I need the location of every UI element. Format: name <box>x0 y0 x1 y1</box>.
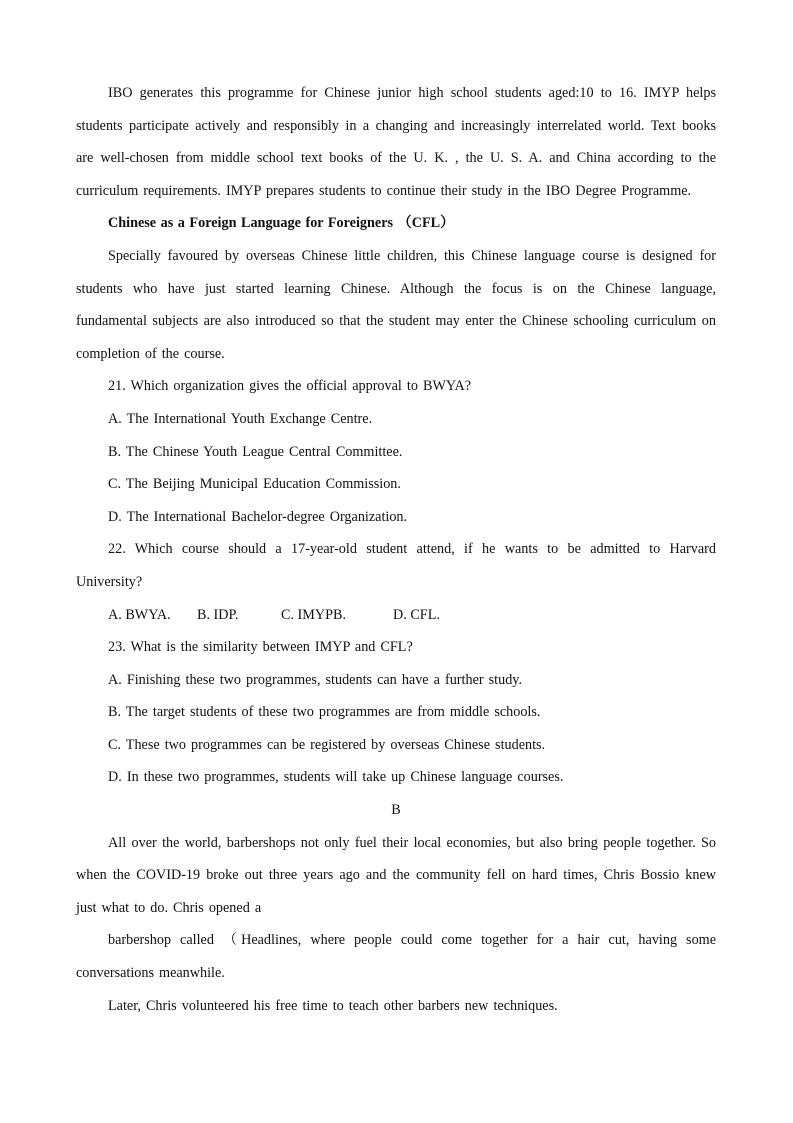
cfl-heading: Chinese as a Foreign Language for Foreigners （CFL） <box>108 215 455 232</box>
question-21-option-a: A. The International Youth Exchange Centre. <box>108 410 373 427</box>
document-page <box>76 77 716 1022</box>
question-22-option-d: D. CFL. <box>393 606 440 623</box>
question-22-option-c: C. IMYPB. <box>281 606 347 623</box>
cfl-paragraph: Specially favoured by overseas Chinese little children, this Chinese language course is designed for students who have just started learning Chinese. Although the focus is on the Chinese language, fundamental subjects are also introduced so that the student may enter the Chinese schooling curriculum on completion of the course. <box>76 247 716 362</box>
question-21-option-b: B. The Chinese Youth League Central Committee. <box>108 443 403 460</box>
imyp-paragraph: IBO generates this programme for Chinese junior high school students aged:10 to 16. IMYP helps students participate actively and responsibly in a changing and increasingly interrelated world. Text books are well-chosen from middle school text books of the U. K. , the U. S. A. and China according to the curriculum requirements. IMYP prepares students to continue their study in the IBO Degree Programme. <box>76 85 716 199</box>
question-23-option-d: D. In these two programmes, students will take up Chinese language courses. <box>108 769 564 786</box>
section-b-paragraph-3: Later, Chris volunteered his free time to teach other barbers new techniques. <box>108 997 558 1014</box>
section-b-paragraph-1: All over the world, barbershops not only fuel their local economies, but also bring people together. So when the COVID-19 broke out three years ago and the community fell on hard times, Chris Bossio knew just what to do. Chris opened a <box>76 834 716 916</box>
question-22-stem: 22. Which course should a 17-year-old student attend, if he wants to be admitted to Harvard University? <box>76 541 716 590</box>
question-22-options <box>108 599 716 632</box>
section-b-label: B <box>391 802 401 819</box>
question-22-option-b: B. IDP. <box>197 606 239 623</box>
question-23-option-b: B. The target students of these two programmes are from middle schools. <box>108 704 541 721</box>
question-23-stem: 23. What is the similarity between IMYP and CFL? <box>108 639 413 656</box>
question-22-option-a: A. BWYA. <box>108 606 171 623</box>
question-23-option-c: C. These two programmes can be registered by overseas Chinese students. <box>108 736 546 753</box>
section-b-paragraph-2: barbershop called （Headlines, where people could come together for a hair cut, having some conversations meanwhile. <box>76 932 716 982</box>
question-21-option-d: D. The International Bachelor-degree Organization. <box>108 508 408 525</box>
question-21-option-c: C. The Beijing Municipal Education Commission. <box>108 476 401 493</box>
question-21-stem: 21. Which organization gives the official approval to BWYA? <box>108 378 472 395</box>
question-23-option-a: A. Finishing these two programmes, students can have a further study. <box>108 671 523 688</box>
